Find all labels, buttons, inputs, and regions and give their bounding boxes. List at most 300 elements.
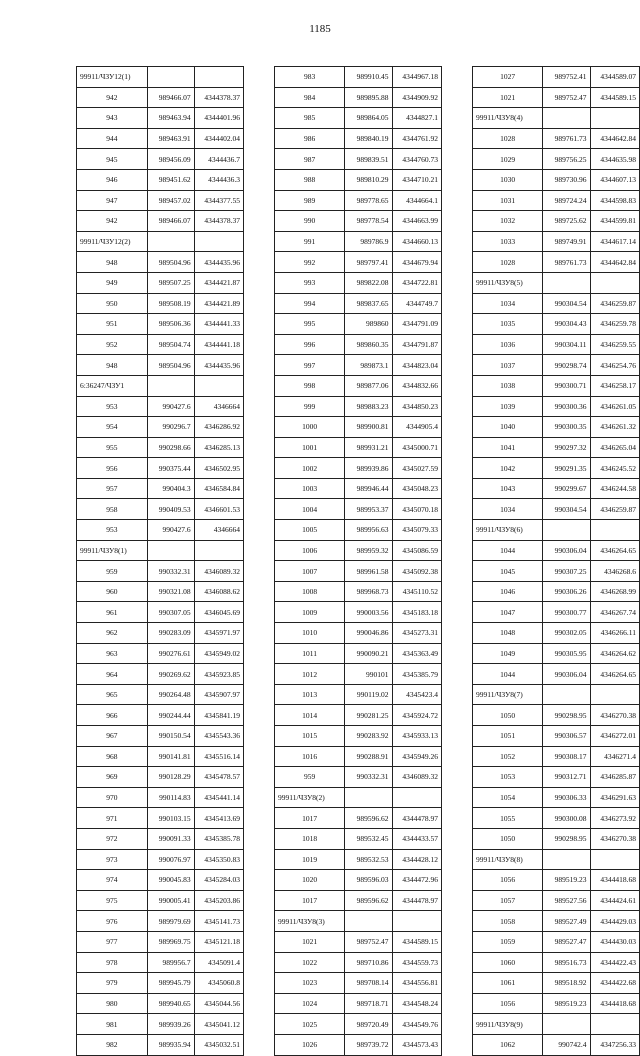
- table-row: [275, 190, 442, 211]
- table-row: [77, 767, 244, 788]
- table-row: [473, 952, 640, 973]
- x-coordinate: 989752.47: [543, 87, 590, 108]
- empty-cell: [590, 849, 640, 870]
- table-row: [275, 169, 442, 190]
- x-coordinate: 989956.63: [345, 520, 392, 541]
- y-coordinate: 4344422.68: [590, 973, 640, 994]
- y-coordinate: 4344441.18: [194, 334, 243, 355]
- y-coordinate: 4346664: [194, 396, 243, 417]
- point-number: 1023: [275, 973, 345, 994]
- x-coordinate: 989724.24: [543, 190, 590, 211]
- y-coordinate: 4346267.74: [590, 602, 640, 623]
- y-coordinate: 4344421.87: [194, 272, 243, 293]
- point-number: 946: [77, 169, 148, 190]
- table-row: [77, 623, 244, 644]
- section-header-row: [77, 375, 244, 396]
- table-row: [275, 334, 442, 355]
- point-number: 1017: [275, 808, 345, 829]
- table-row: [473, 334, 640, 355]
- point-number: 1041: [473, 437, 543, 458]
- point-number: 1056: [473, 993, 543, 1014]
- empty-cell: [543, 1014, 590, 1035]
- table-row: [473, 561, 640, 582]
- parcel-label: 99911/ЧЗУ8(8): [473, 849, 543, 870]
- table-row: [275, 705, 442, 726]
- y-coordinate: 4346259.78: [590, 314, 640, 335]
- table-row: [473, 623, 640, 644]
- parcel-label: 99911/ЧЗУ8(7): [473, 684, 543, 705]
- table-row: [77, 252, 244, 273]
- y-coordinate: 4346285.87: [590, 767, 640, 788]
- table-row: [77, 581, 244, 602]
- point-number: 1008: [275, 581, 345, 602]
- x-coordinate: 990404.3: [147, 478, 194, 499]
- table-row: [275, 272, 442, 293]
- point-number: 1055: [473, 808, 543, 829]
- y-coordinate: 4344418.68: [590, 870, 640, 891]
- point-number: 969: [77, 767, 148, 788]
- y-coordinate: 4344435.96: [194, 355, 243, 376]
- empty-cell: [194, 375, 243, 396]
- table-row: [77, 664, 244, 685]
- section-header-row: [473, 272, 640, 293]
- table-row: [473, 375, 640, 396]
- point-number: 983: [275, 67, 345, 88]
- point-number: 1042: [473, 458, 543, 479]
- x-coordinate: 990091.33: [147, 828, 194, 849]
- table-row: [473, 726, 640, 747]
- table-row: [473, 1034, 640, 1055]
- y-coordinate: 4344378.37: [194, 211, 243, 232]
- x-coordinate: 990312.71: [543, 767, 590, 788]
- point-number: 1038: [473, 375, 543, 396]
- y-coordinate: 4346089.32: [392, 767, 442, 788]
- x-coordinate: 990307.25: [543, 561, 590, 582]
- y-coordinate: 4346601.53: [194, 499, 243, 520]
- x-coordinate: 990308.17: [543, 746, 590, 767]
- point-number: 1058: [473, 911, 543, 932]
- empty-cell: [392, 787, 442, 808]
- y-coordinate: 4344599.81: [590, 211, 640, 232]
- table-row: [77, 169, 244, 190]
- table-row: [77, 684, 244, 705]
- point-number: 1010: [275, 623, 345, 644]
- table-row: [77, 870, 244, 891]
- table-row: [77, 849, 244, 870]
- table-row: [77, 828, 244, 849]
- x-coordinate: 990304.43: [543, 314, 590, 335]
- point-number: 1053: [473, 767, 543, 788]
- table-row: [473, 231, 640, 252]
- table-row: [77, 787, 244, 808]
- point-number: 990: [275, 211, 345, 232]
- point-number: 1001: [275, 437, 345, 458]
- y-coordinate: 4346271.4: [590, 746, 640, 767]
- x-coordinate: 990103.15: [147, 808, 194, 829]
- y-coordinate: 4345041.12: [194, 1014, 243, 1035]
- y-coordinate: 4345385.79: [392, 664, 442, 685]
- y-coordinate: 4346259.55: [590, 334, 640, 355]
- table-row: [473, 87, 640, 108]
- table-row: [473, 931, 640, 952]
- point-number: 1035: [473, 314, 543, 335]
- x-coordinate: 989939.86: [345, 458, 392, 479]
- y-coordinate: 4344660.13: [392, 231, 442, 252]
- table-row: [275, 211, 442, 232]
- y-coordinate: 4346268.6: [590, 561, 640, 582]
- table-row: [473, 828, 640, 849]
- table-row: [275, 417, 442, 438]
- table-row: [77, 1014, 244, 1035]
- table-row: [77, 128, 244, 149]
- x-coordinate: 989527.49: [543, 911, 590, 932]
- x-coordinate: 990141.81: [147, 746, 194, 767]
- table-row: [275, 602, 442, 623]
- point-number: 980: [77, 993, 148, 1014]
- y-coordinate: 4344909.92: [392, 87, 442, 108]
- x-coordinate: 989778.65: [345, 190, 392, 211]
- section-header-row: [473, 684, 640, 705]
- y-coordinate: 4344791.87: [392, 334, 442, 355]
- y-coordinate: 4346273.92: [590, 808, 640, 829]
- y-coordinate: 4344967.18: [392, 67, 442, 88]
- point-number: 984: [275, 87, 345, 108]
- table-row: [77, 190, 244, 211]
- section-header-row: [473, 520, 640, 541]
- table-row: [77, 334, 244, 355]
- point-number: 970: [77, 787, 148, 808]
- point-number: 1015: [275, 726, 345, 747]
- point-number: 1028: [473, 128, 543, 149]
- table-row: [275, 808, 442, 829]
- table-row: [275, 252, 442, 273]
- point-number: 975: [77, 890, 148, 911]
- table-row: [275, 231, 442, 252]
- x-coordinate: 989739.72: [345, 1034, 392, 1055]
- y-coordinate: 4346264.65: [590, 664, 640, 685]
- point-number: 963: [77, 643, 148, 664]
- x-coordinate: 990150.54: [147, 726, 194, 747]
- y-coordinate: 4346664: [194, 520, 243, 541]
- point-number: 1059: [473, 931, 543, 952]
- y-coordinate: 4344559.73: [392, 952, 442, 973]
- point-number: 1024: [275, 993, 345, 1014]
- point-number: 1049: [473, 643, 543, 664]
- point-number: 1006: [275, 540, 345, 561]
- y-coordinate: 4344791.09: [392, 314, 442, 335]
- y-coordinate: 4345070.18: [392, 499, 442, 520]
- point-number: 1018: [275, 828, 345, 849]
- x-coordinate: 989883.23: [345, 396, 392, 417]
- y-coordinate: 4345048.23: [392, 478, 442, 499]
- table-row: [77, 705, 244, 726]
- table-row: [275, 458, 442, 479]
- point-number: 1028: [473, 252, 543, 273]
- y-coordinate: 4344573.43: [392, 1034, 442, 1055]
- parcel-label: 99911/ЧЗУ12(2): [77, 231, 148, 252]
- y-coordinate: 4346264.65: [590, 540, 640, 561]
- point-number: 949: [77, 272, 148, 293]
- point-number: 947: [77, 190, 148, 211]
- point-number: 1029: [473, 149, 543, 170]
- x-coordinate: 989730.96: [543, 169, 590, 190]
- table-row: [275, 355, 442, 376]
- y-coordinate: 4346265.04: [590, 437, 640, 458]
- x-coordinate: 989519.23: [543, 870, 590, 891]
- table-row: [473, 149, 640, 170]
- y-coordinate: 4344402.04: [194, 128, 243, 149]
- table-row: [275, 478, 442, 499]
- y-coordinate: 4345949.26: [392, 746, 442, 767]
- y-coordinate: 4345923.85: [194, 664, 243, 685]
- x-coordinate: 989504.74: [147, 334, 194, 355]
- x-coordinate: 989837.65: [345, 293, 392, 314]
- x-coordinate: 990045.83: [147, 870, 194, 891]
- table-row: [473, 396, 640, 417]
- y-coordinate: 4345079.33: [392, 520, 442, 541]
- x-coordinate: 989518.92: [543, 973, 590, 994]
- x-coordinate: 989504.96: [147, 355, 194, 376]
- point-number: 1050: [473, 705, 543, 726]
- empty-cell: [392, 911, 442, 932]
- y-coordinate: 4345110.52: [392, 581, 442, 602]
- x-coordinate: 990101: [345, 664, 392, 685]
- y-coordinate: 4344429.03: [590, 911, 640, 932]
- x-coordinate: 990427.6: [147, 396, 194, 417]
- table-row: [77, 314, 244, 335]
- point-number: 978: [77, 952, 148, 973]
- point-number: 1002: [275, 458, 345, 479]
- point-number: 992: [275, 252, 345, 273]
- x-coordinate: 989749.91: [543, 231, 590, 252]
- table-row: [275, 664, 442, 685]
- point-number: 962: [77, 623, 148, 644]
- x-coordinate: 989710.86: [345, 952, 392, 973]
- point-number: 986: [275, 128, 345, 149]
- section-header-row: [275, 911, 442, 932]
- point-number: 942: [77, 211, 148, 232]
- point-number: 1057: [473, 890, 543, 911]
- empty-cell: [590, 520, 640, 541]
- x-coordinate: 989752.41: [543, 67, 590, 88]
- y-coordinate: 4344663.99: [392, 211, 442, 232]
- x-coordinate: 990264.48: [147, 684, 194, 705]
- empty-cell: [543, 684, 590, 705]
- x-coordinate: 990300.36: [543, 396, 590, 417]
- table-row: [77, 499, 244, 520]
- table-row: [275, 623, 442, 644]
- point-number: 959: [275, 767, 345, 788]
- parcel-label: 99911/ЧЗУ8(2): [275, 787, 345, 808]
- y-coordinate: 4346272.01: [590, 726, 640, 747]
- table-row: [77, 602, 244, 623]
- point-number: 1009: [275, 602, 345, 623]
- point-number: 976: [77, 911, 148, 932]
- table-row: [275, 931, 442, 952]
- table-row: [77, 952, 244, 973]
- x-coordinate: 989945.79: [147, 973, 194, 994]
- empty-cell: [590, 684, 640, 705]
- parcel-label: 99911/ЧЗУ8(3): [275, 911, 345, 932]
- y-coordinate: 4344664.1: [392, 190, 442, 211]
- parcel-label: 99911/ЧЗУ8(6): [473, 520, 543, 541]
- table-row: [77, 1034, 244, 1055]
- point-number: 948: [77, 252, 148, 273]
- section-header-row: [77, 231, 244, 252]
- table-row: [275, 870, 442, 891]
- x-coordinate: 990409.53: [147, 499, 194, 520]
- point-number: 951: [77, 314, 148, 335]
- point-number: 999: [275, 396, 345, 417]
- empty-cell: [543, 108, 590, 129]
- table-row: [275, 1014, 442, 1035]
- y-coordinate: 4345363.49: [392, 643, 442, 664]
- x-coordinate: 989507.25: [147, 272, 194, 293]
- x-coordinate: 989519.23: [543, 993, 590, 1014]
- point-number: 961: [77, 602, 148, 623]
- x-coordinate: 989822.08: [345, 272, 392, 293]
- y-coordinate: 4344430.03: [590, 931, 640, 952]
- table-row: [77, 396, 244, 417]
- empty-cell: [543, 272, 590, 293]
- table-row: [275, 128, 442, 149]
- table-row: [473, 993, 640, 1014]
- x-coordinate: 989761.73: [543, 128, 590, 149]
- point-number: 955: [77, 437, 148, 458]
- x-coordinate: 989457.02: [147, 190, 194, 211]
- point-number: 1050: [473, 828, 543, 849]
- x-coordinate: 990300.77: [543, 602, 590, 623]
- x-coordinate: 989532.53: [345, 849, 392, 870]
- x-coordinate: 989720.49: [345, 1014, 392, 1035]
- table-row: [275, 973, 442, 994]
- y-coordinate: 4344827.1: [392, 108, 442, 129]
- x-coordinate: 990299.67: [543, 478, 590, 499]
- y-coordinate: 4345044.56: [194, 993, 243, 1014]
- empty-cell: [590, 108, 640, 129]
- table-row: [473, 643, 640, 664]
- y-coordinate: 4344441.33: [194, 314, 243, 335]
- y-coordinate: 4345092.38: [392, 561, 442, 582]
- table-row: [275, 149, 442, 170]
- y-coordinate: 4346045.69: [194, 602, 243, 623]
- y-coordinate: 4346286.92: [194, 417, 243, 438]
- x-coordinate: 989596.03: [345, 870, 392, 891]
- point-number: 1045: [473, 561, 543, 582]
- y-coordinate: 4346266.11: [590, 623, 640, 644]
- point-number: 956: [77, 458, 148, 479]
- x-coordinate: 989935.94: [147, 1034, 194, 1055]
- table-row: [473, 911, 640, 932]
- table-row: [473, 211, 640, 232]
- x-coordinate: 990742.4: [543, 1034, 590, 1055]
- point-number: 1044: [473, 540, 543, 561]
- empty-cell: [147, 231, 194, 252]
- x-coordinate: 990283.09: [147, 623, 194, 644]
- y-coordinate: 4344710.21: [392, 169, 442, 190]
- table-row: [77, 293, 244, 314]
- table-row: [473, 314, 640, 335]
- empty-cell: [147, 375, 194, 396]
- empty-cell: [147, 67, 194, 88]
- point-number: 1056: [473, 870, 543, 891]
- x-coordinate: 990291.35: [543, 458, 590, 479]
- y-coordinate: 4346261.05: [590, 396, 640, 417]
- table-row: [473, 767, 640, 788]
- point-number: 1017: [275, 890, 345, 911]
- x-coordinate: 989725.62: [543, 211, 590, 232]
- point-number: 989: [275, 190, 345, 211]
- y-coordinate: 4346264.62: [590, 643, 640, 664]
- y-coordinate: 4345949.02: [194, 643, 243, 664]
- point-number: 972: [77, 828, 148, 849]
- empty-cell: [345, 787, 392, 808]
- y-coordinate: 4345273.31: [392, 623, 442, 644]
- x-coordinate: 990300.08: [543, 808, 590, 829]
- point-number: 982: [77, 1034, 148, 1055]
- x-coordinate: 989910.45: [345, 67, 392, 88]
- point-number: 1034: [473, 293, 543, 314]
- y-coordinate: 4345027.59: [392, 458, 442, 479]
- point-number: 1012: [275, 664, 345, 685]
- y-coordinate: 4344548.24: [392, 993, 442, 1014]
- table-row: [473, 581, 640, 602]
- point-number: 966: [77, 705, 148, 726]
- y-coordinate: 4344433.57: [392, 828, 442, 849]
- y-coordinate: 4344436.7: [194, 149, 243, 170]
- y-coordinate: 4345441.14: [194, 787, 243, 808]
- y-coordinate: 4345423.4: [392, 684, 442, 705]
- x-coordinate: 989873.1: [345, 355, 392, 376]
- point-number: 1032: [473, 211, 543, 232]
- point-number: 1027: [473, 67, 543, 88]
- table-row: [275, 561, 442, 582]
- x-coordinate: 989968.73: [345, 581, 392, 602]
- point-number: 1047: [473, 602, 543, 623]
- x-coordinate: 989532.45: [345, 828, 392, 849]
- table-row: [275, 684, 442, 705]
- point-number: 1021: [275, 931, 345, 952]
- y-coordinate: 4345478.57: [194, 767, 243, 788]
- point-number: 995: [275, 314, 345, 335]
- y-coordinate: 4346258.17: [590, 375, 640, 396]
- point-number: 950: [77, 293, 148, 314]
- point-number: 964: [77, 664, 148, 685]
- y-coordinate: 4345924.72: [392, 705, 442, 726]
- table-row: [275, 952, 442, 973]
- y-coordinate: 4344850.23: [392, 396, 442, 417]
- table-row: [275, 581, 442, 602]
- point-number: 1033: [473, 231, 543, 252]
- y-coordinate: 4344749.7: [392, 293, 442, 314]
- y-coordinate: 4344823.04: [392, 355, 442, 376]
- point-number: 1014: [275, 705, 345, 726]
- point-number: 1007: [275, 561, 345, 582]
- table-row: [77, 520, 244, 541]
- empty-cell: [194, 540, 243, 561]
- table-row: [473, 870, 640, 891]
- x-coordinate: 990306.04: [543, 540, 590, 561]
- x-coordinate: 989969.75: [147, 931, 194, 952]
- table-row: [77, 643, 244, 664]
- x-coordinate: 989456.09: [147, 149, 194, 170]
- point-number: 952: [77, 334, 148, 355]
- point-number: 1013: [275, 684, 345, 705]
- x-coordinate: 990300.35: [543, 417, 590, 438]
- coordinate-table: [76, 66, 244, 1056]
- point-number: 1034: [473, 499, 543, 520]
- x-coordinate: 989463.91: [147, 128, 194, 149]
